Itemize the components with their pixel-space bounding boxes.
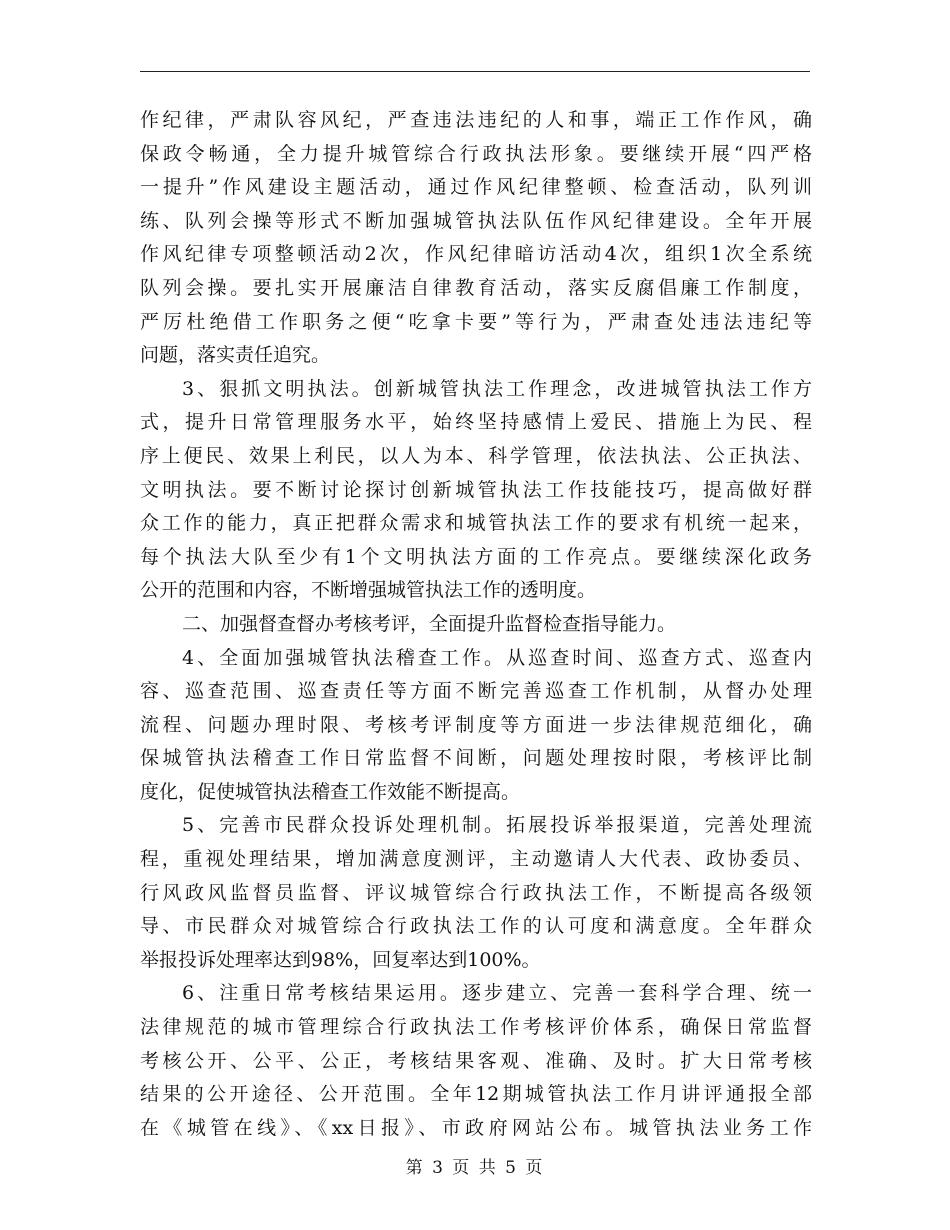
text-line: 练、队列会操等形式不断加强城管执法队伍作风纪律建设。全年开展 (140, 209, 812, 232)
text-line: 4、全面加强城管执法稽查工作。从巡查时间、巡查方式、巡查内 (182, 646, 812, 669)
text-line: 队列会操。要扎实开展廉洁自律教育活动，落实反腐倡廉工作制度， (140, 276, 812, 299)
text-line: 严厉杜绝借工作职务之便“吃拿卡要”等行为，严肃查处违法违纪等 (140, 310, 812, 333)
text-line: 结果的公开途径、公开范围。全年12期城管执法工作月讲评通报全部 (140, 1083, 812, 1106)
text-line: 保城管执法稽查工作日常监督不间断，问题处理按时限，考核评比制 (140, 747, 812, 770)
text-line: 一提升”作风建设主题活动，通过作风纪律整顿、检查活动，队列训 (140, 176, 812, 199)
text-line: 序上便民、效果上利民，以人为本、科学管理，依法执法、公正执法、 (140, 444, 812, 467)
text-line: 6、注重日常考核结果运用。逐步建立、完善一套科学合理、统一 (182, 982, 812, 1005)
text-line: 文明执法。要不断讨论探讨创新城管执法工作技能技巧，提高做好群 (140, 478, 812, 501)
document-body (140, 104, 812, 1145)
text-line: 3、狠抓文明执法。创新城管执法工作理念，改进城管执法工作方 (182, 377, 812, 400)
section-heading: 二、加强督查督办考核考评，全面提升监督检查指导能力。 (182, 612, 677, 635)
text-line: 在《城管在线》、《xx日报》、市政府网站公布。城管执法业务工作 (140, 1116, 812, 1139)
text-line: 作风纪律专项整顿活动2次，作风纪律暗访活动4次，组织1次全系统 (140, 243, 812, 266)
text-line: 保政令畅通，全力提升城管综合行政执法形象。要继续开展“四严格 (140, 142, 812, 165)
text-line: 容、巡查范围、巡查责任等方面不断完善巡查工作机制，从督办处理 (140, 680, 812, 703)
text-line: 每个执法大队至少有1个文明执法方面的工作亮点。要继续深化政务 (140, 545, 812, 568)
text-line: 举报投诉处理率达到98%，回复率达到100%。 (140, 948, 541, 971)
text-line: 导、市民群众对城管综合行政执法工作的认可度和满意度。全年群众 (140, 915, 812, 938)
text-line: 式，提升日常管理服务水平，始终坚持感情上爱民、措施上为民、程 (140, 411, 812, 434)
text-line: 作纪律，严肃队容风纪，严查违法违纪的人和事，端正工作作风，确 (140, 109, 812, 131)
text-line: 5、完善市民群众投诉处理机制。拓展投诉举报渠道，完善处理流 (182, 814, 812, 837)
text-line: 法律规范的城市管理综合行政执法工作考核评价体系，确保日常监督 (140, 1016, 812, 1039)
page-number-footer: 第 3 页 共 5 页 (405, 1158, 545, 1178)
header-rule (140, 71, 810, 72)
text-line: 众工作的能力，真正把群众需求和城管执法工作的要求有机统一起来， (140, 512, 812, 535)
text-line: 程，重视处理结果，增加满意度测评，主动邀请人大代表、政协委员、 (140, 848, 812, 871)
text-line: 行风政风监督员监督、评议城管综合行政执法工作，不断提高各级领 (140, 881, 812, 904)
text-line: 公开的范围和内容，不断增强城管执法工作的透明度。 (140, 579, 597, 602)
text-line: 考核公开、公平、公正，考核结果客观、准确、及时。扩大日常考核 (140, 1049, 812, 1072)
text-line: 流程、问题办理时限、考核考评制度等方面进一步法律规范细化，确 (140, 713, 812, 736)
text-line: 度化，促使城管执法稽查工作效能不断提高。 (140, 780, 521, 803)
text-line: 问题，落实责任追究。 (140, 344, 331, 367)
